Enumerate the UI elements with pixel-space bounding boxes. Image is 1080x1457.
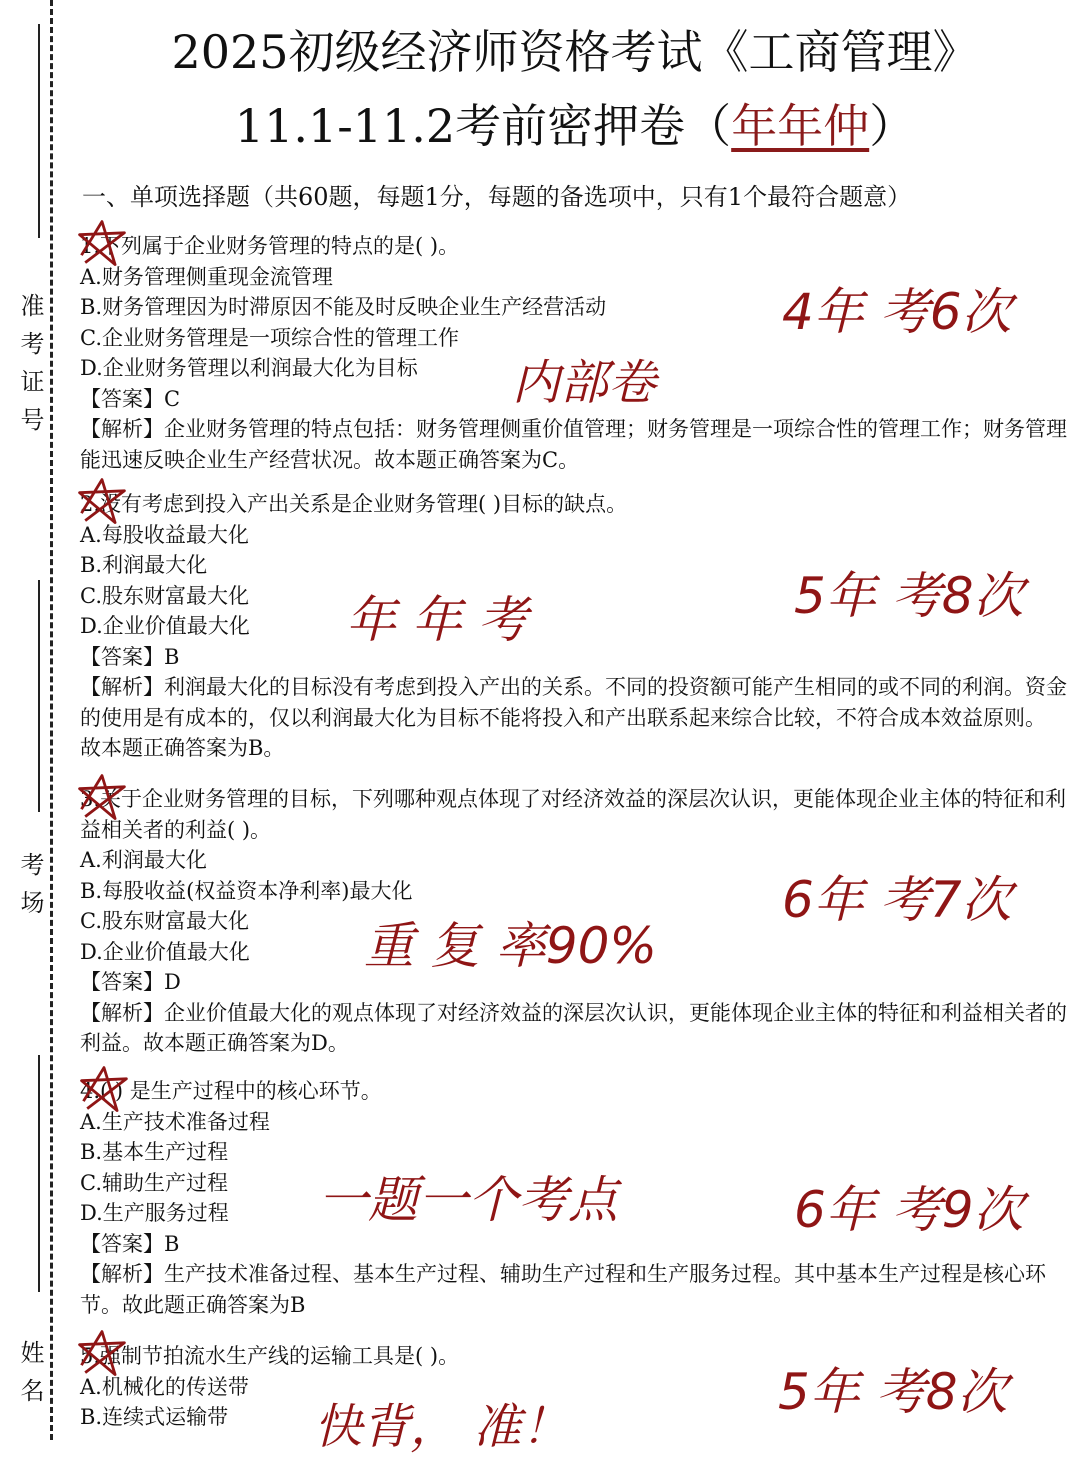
question-stem: 5.强制节拍流水生产线的运输工具是( )。 bbox=[80, 1344, 460, 1368]
subtitle-prefix: 11.1-11.2考前密押卷（ bbox=[234, 99, 732, 153]
star-mark-icon bbox=[76, 1062, 132, 1118]
option-b: B.连续式运输带 bbox=[80, 1405, 229, 1429]
question-stem: 2.没有考虑到投入产出关系是企业财务管理( )目标的缺点。 bbox=[80, 492, 628, 516]
option-a: A.每股收益最大化 bbox=[80, 522, 249, 547]
option-b: B.财务管理因为时滞原因不能及时反映企业生产经营活动 bbox=[80, 295, 607, 319]
q1-frequency-note: 4年 考6次 bbox=[782, 283, 1012, 341]
option-a: A.机械化的传送带 bbox=[80, 1374, 249, 1399]
option-a: A.生产技术准备过程 bbox=[80, 1109, 270, 1134]
analysis: 【解析】生产技术准备过程、基本生产过程、辅助生产过程和生产服务过程。其中基本生产过程是核心环节。故此题正确答案为B bbox=[80, 1262, 1046, 1317]
analysis: 【解析】企业价值最大化的观点体现了对经济效益的深层次认识，更能体现企业主体的特征和利益相关者的利益。故本题正确答案为D。 bbox=[80, 1000, 1067, 1055]
q4-frequency-note: 6年 考9次 bbox=[794, 1181, 1024, 1239]
answer: 【答案】D bbox=[80, 970, 181, 994]
option-d: D.企业财务管理以利润最大化为目标 bbox=[80, 356, 418, 380]
q5-frequency-note: 5年 考8次 bbox=[778, 1363, 1008, 1421]
star-mark-icon bbox=[74, 770, 130, 826]
option-d: D.企业价值最大化 bbox=[80, 939, 250, 964]
name-label: 姓名 bbox=[16, 1340, 44, 1416]
option-a: A.利润最大化 bbox=[80, 848, 207, 872]
margin-rule bbox=[38, 580, 40, 812]
cut-dashed-line bbox=[50, 0, 53, 1440]
answer: 【答案】B bbox=[80, 644, 180, 669]
option-d: D.企业价值最大化 bbox=[80, 614, 250, 638]
q3-frequency-note: 6年 考7次 bbox=[782, 871, 1012, 929]
q4-tag-note: 一题一个考点 bbox=[318, 1171, 618, 1229]
margin-rule bbox=[38, 1055, 40, 1292]
star-mark-icon bbox=[74, 216, 130, 272]
option-c: C.股东财富最大化 bbox=[80, 583, 249, 608]
option-c: C.股东财富最大化 bbox=[80, 909, 249, 933]
subtitle-suffix: ） bbox=[869, 99, 916, 153]
section-heading: 一、单项选择题（共60题，每题1分，每题的备选项中，只有1个最符合题意） bbox=[82, 183, 912, 211]
question-stem: 3.关于企业财务管理的目标，下列哪种观点体现了对经济效益的深层次认识，更能体现企业主体的特征和利益相关者的利益( )。 bbox=[80, 787, 1067, 842]
q2-tag-note: 年 年 考 bbox=[346, 591, 528, 649]
option-d: D.生产服务过程 bbox=[80, 1201, 229, 1225]
page-title: 2025初级经济师资格考试《工商管理》 bbox=[171, 25, 979, 79]
option-c: C.辅助生产过程 bbox=[80, 1170, 228, 1195]
answer: 【答案】B bbox=[80, 1231, 180, 1256]
star-mark-icon bbox=[74, 474, 130, 530]
question-stem: 4.( ) 是生产过程中的核心环节。 bbox=[80, 1079, 382, 1103]
subtitle-highlight: 年年仲 bbox=[731, 99, 870, 153]
answer: 【答案】C bbox=[80, 386, 181, 411]
exam-room-label: 考场 bbox=[16, 852, 44, 928]
margin-rule bbox=[38, 24, 40, 238]
analysis: 【解析】利润最大化的目标没有考虑到投入产出的关系。不同的投资额可能产生相同的或不同的利润。资金的使用是有成本的，仅以利润最大化为目标不能将投入和产出联系起来综合比较，不符合成本效益原则。 故本题正确答案为B。 bbox=[80, 675, 1067, 760]
star-mark-icon bbox=[74, 1326, 130, 1382]
option-b: B.基本生产过程 bbox=[80, 1140, 229, 1164]
q1-tag-note: 内部卷 bbox=[512, 355, 657, 411]
binding-margin bbox=[0, 0, 70, 1440]
option-c: C.企业财务管理是一项综合性的管理工作 bbox=[80, 325, 459, 350]
q5-tag-note: 快背， 准！ bbox=[314, 1399, 570, 1455]
admission-number-label: 准考证号 bbox=[16, 293, 44, 445]
page-subtitle bbox=[80, 96, 1070, 156]
option-b: B.利润最大化 bbox=[80, 553, 208, 577]
analysis: 【解析】企业财务管理的特点包括：财务管理侧重价值管理；财务管理是一项综合性的管理工作；财务管理能迅速反映企业生产经营状况。故本题正确答案为C。 bbox=[80, 417, 1067, 472]
option-b: B.每股收益(权益资本净利率)最大化 bbox=[80, 878, 413, 903]
q3-tag-note: 重 复 率90% bbox=[364, 917, 657, 975]
question-stem: 1.下列属于企业财务管理的特点的是( )。 bbox=[80, 234, 460, 258]
option-a: A.财务管理侧重现金流管理 bbox=[80, 264, 333, 289]
q2-frequency-note: 5年 考8次 bbox=[794, 567, 1024, 625]
